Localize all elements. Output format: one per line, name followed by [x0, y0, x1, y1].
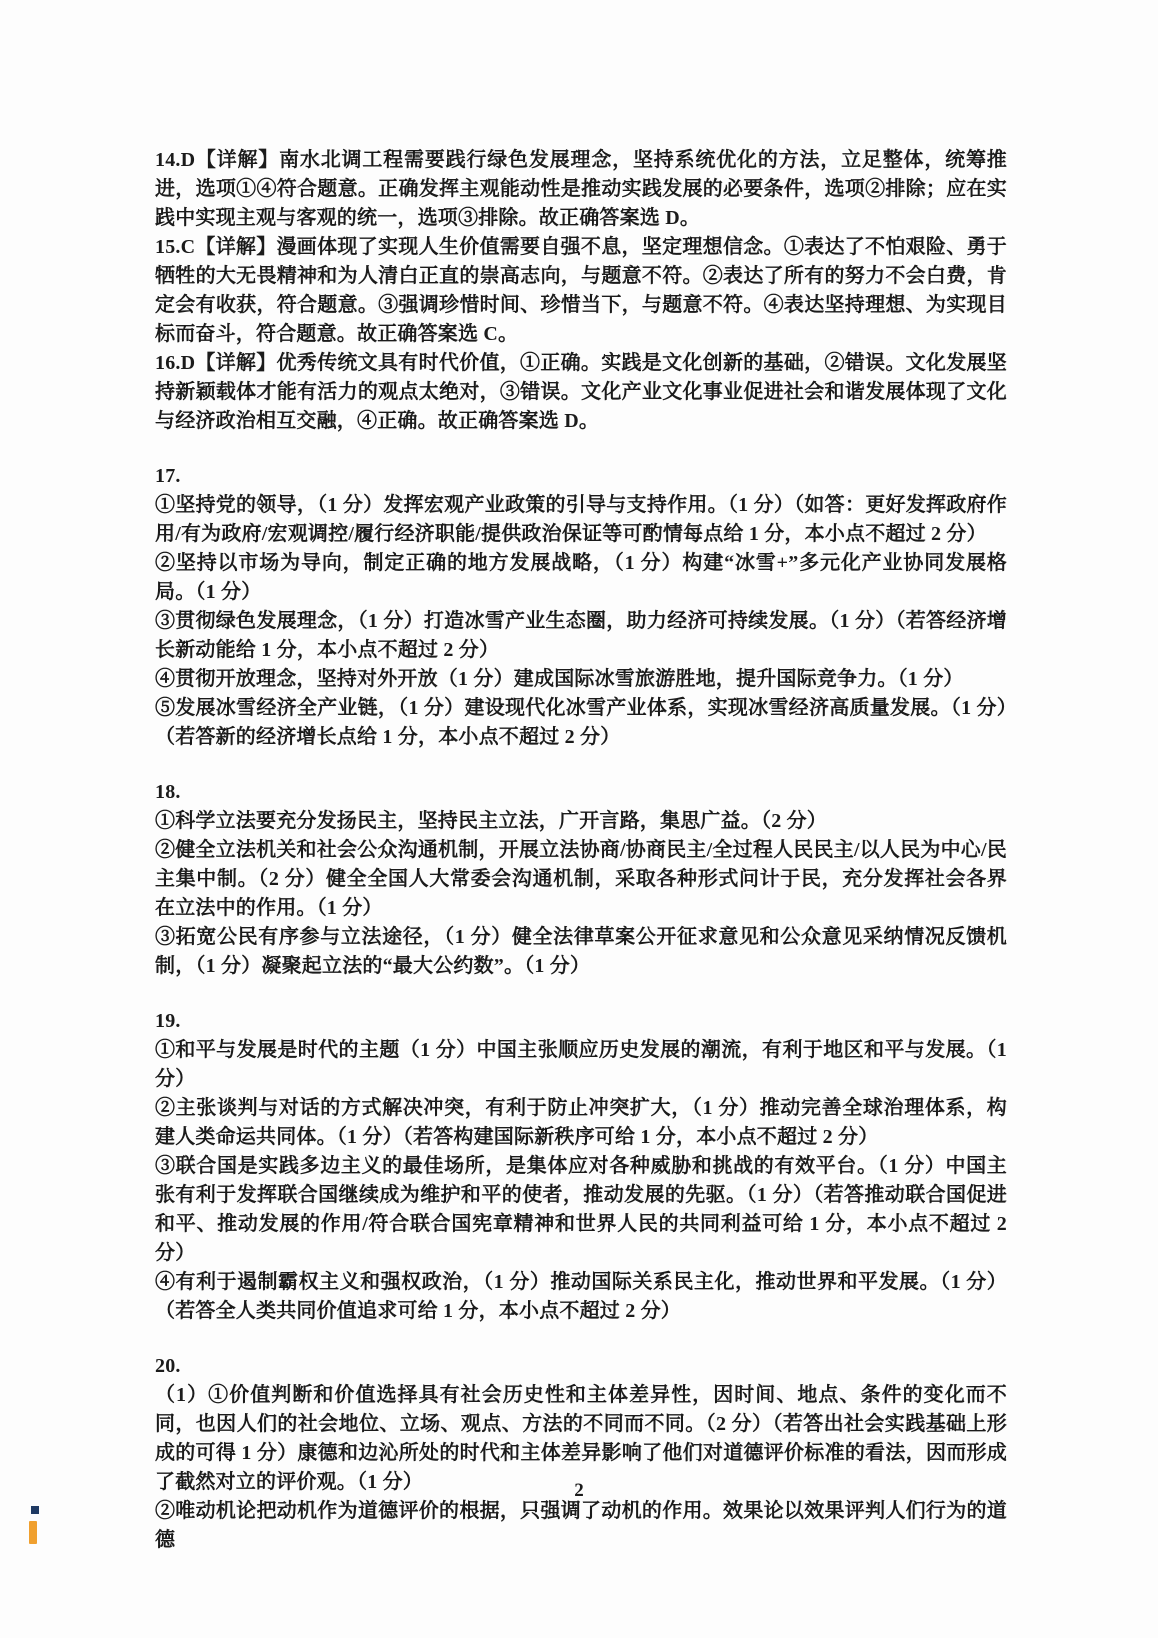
answer-key-body [155, 146, 1007, 1555]
section-17-item-3: ③贯彻绿色发展理念，（1 分）打造冰雪产业生态圈，助力经济可持续发展。（1 分）（若答经济增长新动能给 1 分，本小点不超过 2 分） [155, 610, 1007, 661]
section-17-item-5: ⑤发展冰雪经济全产业链，（1 分）建设现代化冰雪产业体系，实现冰雪经济高质量发展。（1 分）（若答新的经济增长点给 1 分，本小点不超过 2 分） [155, 697, 1007, 748]
section-17-item-4: ④贯彻开放理念，坚持对外开放（1 分）建成国际冰雪旅游胜地，提升国际竞争力。（1 分） [155, 668, 964, 690]
section-17 [155, 462, 1007, 752]
answer-item-15: 15.C【详解】漫画体现了实现人生价值需要自强不息，坚定理想信念。①表达了不怕艰险、勇于牺牲的大无畏精神和为人清白正直的崇高志向，与题意不符。②表达了所有的努力不会白费，肯定会有收获，符合题意。③强调珍惜时间、珍惜当下，与题意不符。④表达坚持理想、为实现目标而奋斗，符合题意。故正确答案选 C。 [155, 236, 1007, 345]
footer-square-mark [31, 1506, 39, 1514]
section-17-item-2: ②坚持以市场为导向，制定正确的地方发展战略，（1 分）构建“冰雪+”多元化产业协同发展格局。（1 分） [155, 552, 1007, 603]
section-20-item-1: （1）①价值判断和价值选择具有社会历史性和主体差异性，因时间、地点、条件的变化而不同，也因人们的社会地位、立场、观点、方法的不同而不同。（2 分）（若答出社会实践基础上形成的可得 1 分）康德和边沁所处的时代和主体差异影响了他们对道德评价标准的看法，因而形成了截然对立的评价观。（1 分） [155, 1384, 1007, 1493]
section-19-item-2: ②主张谈判与对话的方式解决冲突，有利于防止冲突扩大，（1 分）推动完善全球治理体系，构建人类命运共同体。（1 分）（若答构建国际新秩序可给 1 分，本小点不超过 2 分） [155, 1097, 1007, 1148]
footer-bar-mark [29, 1521, 37, 1544]
section-18-item-2: ②健全立法机关和社会公众沟通机制，开展立法协商/协商民主/全过程人民民主/以人民为中心/民主集中制。（2 分）健全全国人大常委会沟通机制，采取各种形式问计于民，充分发挥社会各界在立法中的作用。（1 分） [155, 839, 1007, 919]
section-18-number: 18. [155, 781, 181, 803]
section-19-item-3: ③联合国是实践多边主义的最佳场所，是集体应对各种威胁和挑战的有效平台。（1 分）中国主张有利于发挥联合国继续成为维护和平的使者，推动发展的先驱。（1 分）（若答推动联合国促进和平、推动发展的作用/符合联合国宪章精神和世界人民的共同利益可给 1 分，本小点不超过 2 分） [155, 1155, 1007, 1264]
section-19-item-4: ④有利于遏制霸权主义和强权政治，（1 分）推动国际关系民主化，推动世界和平发展。（1 分）（若答全人类共同价值追求可给 1 分，本小点不超过 2 分） [155, 1271, 1007, 1322]
section-19 [155, 1007, 1007, 1326]
answer-item-14: 14.D【详解】南水北调工程需要践行绿色发展理念，坚持系统优化的方法，立足整体，统筹推进，选项①④符合题意。正确发挥主观能动性是推动实践发展的必要条件，选项②排除；应在实践中实现主观与客观的统一，选项③排除。故正确答案选 D。 [155, 149, 1007, 229]
section-18-item-3: ③拓宽公民有序参与立法途径，（1 分）健全法律草案公开征求意见和公众意见采纳情况反馈机制，（1 分）凝聚起立法的“最大公约数”。（1 分） [155, 926, 1007, 977]
section-20-number: 20. [155, 1355, 181, 1377]
section-17-item-1: ①坚持党的领导，（1 分）发挥宏观产业政策的引导与支持作用。（1 分）（如答：更好发挥政府作用/有为政府/宏观调控/履行经济职能/提供政治保证等可酌情每点给 1 分，本小点不超过 2 分） [155, 494, 1007, 545]
section-18 [155, 778, 1007, 981]
section-19-item-1: ①和平与发展是时代的主题（1 分）中国主张顺应历史发展的潮流，有利于地区和平与发展。（1 分） [155, 1039, 1007, 1090]
section-18-item-1: ①科学立法要充分发扬民主，坚持民主立法，广开言路，集思广益。（2 分） [155, 810, 827, 832]
page-number: 2 [574, 1480, 584, 1501]
section-19-number: 19. [155, 1010, 181, 1032]
answer-item-16: 16.D【详解】优秀传统文具有时代价值，①正确。实践是文化创新的基础，②错误。文化发展坚持新颖载体才能有活力的观点太绝对，③错误。文化产业文化事业促进社会和谐发展体现了文化与经济政治相互交融，④正确。故正确答案选 D。 [155, 352, 1007, 432]
section-17-number: 17. [155, 465, 181, 487]
section-20 [155, 1352, 1007, 1555]
section-20-item-2: ②唯动机论把动机作为道德评价的根据，只强调了动机的作用。效果论以效果评判人们行为的道德 [155, 1500, 1007, 1551]
